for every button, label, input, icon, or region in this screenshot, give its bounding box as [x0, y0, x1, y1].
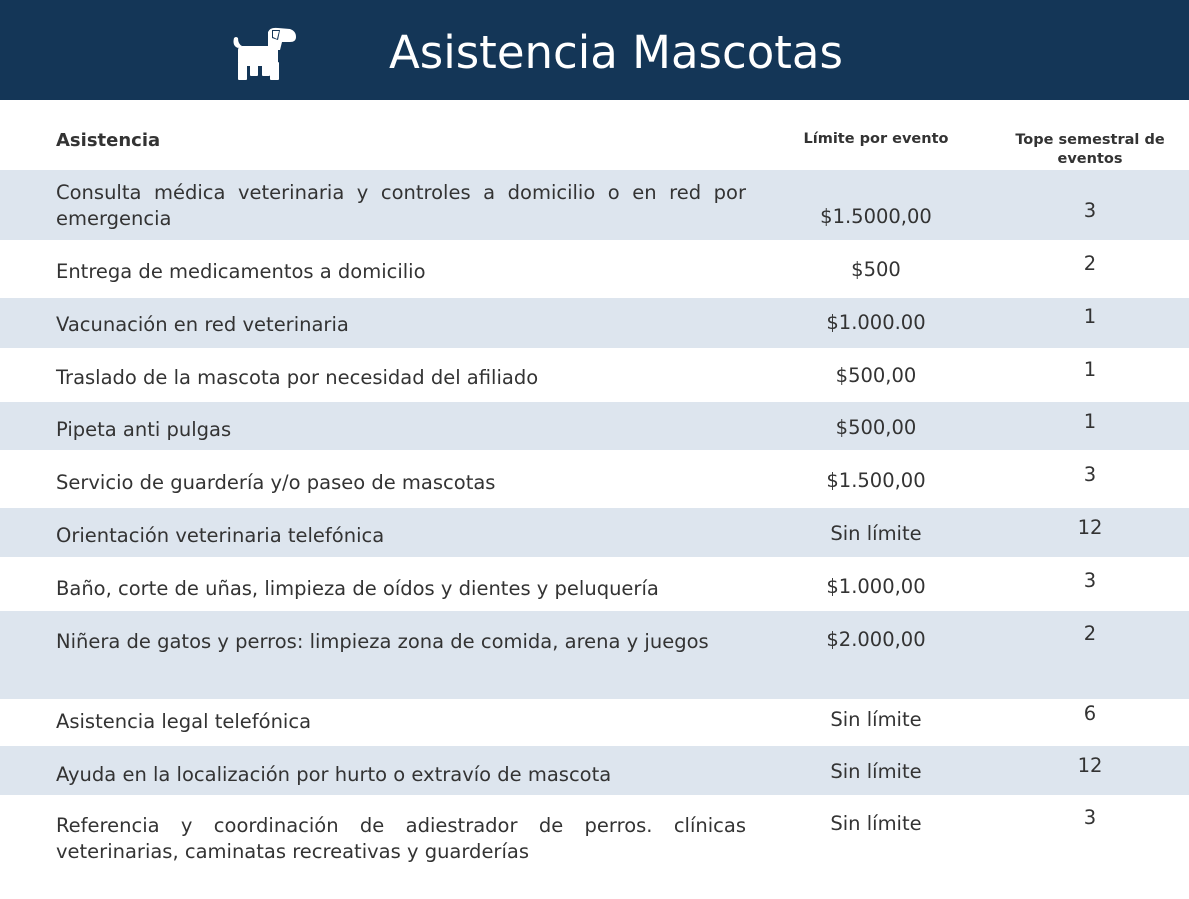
- column-header-asistencia: Asistencia: [56, 130, 161, 151]
- table-row: [0, 298, 1189, 348]
- row-tope: 3: [1083, 806, 1097, 829]
- row-description: Orientación veterinaria telefónica: [56, 524, 385, 547]
- row-limit: $1.5000,00: [820, 205, 932, 228]
- row-limit: $500,00: [835, 416, 917, 439]
- table-row: [0, 508, 1189, 557]
- column-header-tope: Tope semestral de eventos: [1015, 132, 1165, 167]
- row-tope: 2: [1083, 252, 1097, 275]
- row-limit: Sin límite: [830, 760, 922, 783]
- table-row: [0, 557, 1189, 611]
- row-limit: $1.500,00: [826, 469, 926, 492]
- row-tope: 12: [1077, 516, 1103, 539]
- row-tope: 3: [1083, 569, 1097, 592]
- row-description: Pipeta anti pulgas: [56, 418, 232, 441]
- column-header-limite: Límite por evento: [803, 131, 949, 147]
- table-row: [0, 240, 1189, 298]
- row-tope: 3: [1083, 199, 1097, 222]
- row-description: Asistencia legal telefónica: [56, 710, 312, 733]
- row-tope: 3: [1083, 463, 1097, 486]
- row-tope: 1: [1083, 305, 1097, 328]
- row-description: Referencia y coordinación de adiestrador de perros. clínicas veterinarias, caminatas recreativas y guarderías: [56, 814, 746, 863]
- row-description: Servicio de guardería y/o paseo de mascotas: [56, 471, 496, 494]
- row-limit: $500: [851, 258, 901, 281]
- row-limit: $1.000,00: [826, 575, 926, 598]
- row-description: Vacunación en red veterinaria: [56, 313, 349, 336]
- row-description: Traslado de la mascota por necesidad del afiliado: [56, 366, 539, 389]
- row-limit: $500,00: [835, 364, 917, 387]
- table-row: [0, 746, 1189, 795]
- row-limit: Sin límite: [830, 812, 922, 835]
- row-limit: $1.000.00: [826, 311, 926, 334]
- table-row: [0, 450, 1189, 508]
- table-row: [0, 348, 1189, 402]
- row-tope: 2: [1083, 622, 1097, 645]
- row-limit: Sin límite: [830, 522, 922, 545]
- table-row: [0, 699, 1189, 746]
- dog-icon: [232, 26, 298, 82]
- table-row: [0, 402, 1189, 450]
- table-row: [0, 170, 1189, 240]
- table-row: [0, 795, 1189, 875]
- row-description: Niñera de gatos y perros: limpieza zona de comida, arena y juegos: [56, 630, 709, 653]
- row-description: Entrega de medicamentos a domicilio: [56, 260, 426, 283]
- row-tope: 1: [1083, 358, 1097, 381]
- page-header: [0, 0, 1189, 100]
- row-tope: 12: [1077, 754, 1103, 777]
- row-tope: 6: [1083, 702, 1097, 725]
- page-title: Asistencia Mascotas: [389, 26, 843, 79]
- row-description: Consulta médica veterinaria y controles a domicilio o en red por emergencia: [56, 181, 746, 230]
- row-description: Ayuda en la localización por hurto o extravío de mascota: [56, 763, 612, 786]
- row-limit: Sin límite: [830, 708, 922, 731]
- row-description: Baño, corte de uñas, limpieza de oídos y dientes y peluquería: [56, 577, 659, 600]
- row-limit: $2.000,00: [826, 628, 926, 651]
- row-tope: 1: [1083, 410, 1097, 433]
- table-row: [0, 611, 1189, 699]
